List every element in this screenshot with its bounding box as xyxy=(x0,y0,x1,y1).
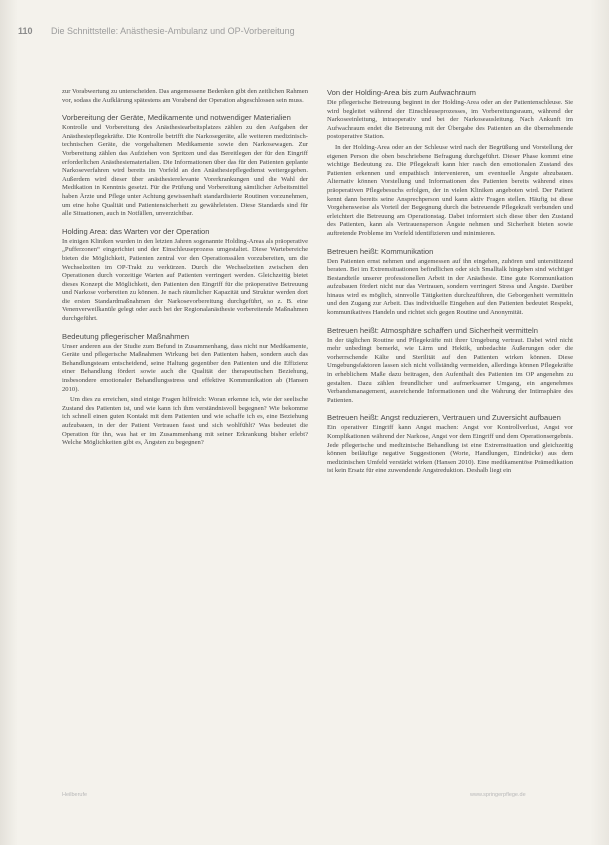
body-paragraph: Um dies zu erreichen, sind einige Fragen hilfreich: Woran erkenne ich, wie der seelische Zustand des Patienten ist, und wie kann ich ihm verständnisvoll begegnen? Wie bekomme ich schnell einen guten Kontakt mit dem Patienten und wie schaffe ich es, eine Beziehung aufzubauen, in der der Patient Vertrauen fasst und sich wohlfühlt? Was bedeutet die Operation für ihn, was hat er im Zusammenhang mit seiner Erkrankung bisher erlebt? Welche Möglichkeiten gibt es, Ängsten zu begegnen? xyxy=(62,396,308,447)
section-heading: Vorbereitung der Geräte, Medikamente und notwendiger Materialien xyxy=(62,113,291,123)
section-heading: Betreuen heißt: Atmosphäre schaffen und Sicherheit vermitteln xyxy=(327,325,538,335)
body-paragraph: Unser anderen aus der Studie zum Befund in Zusammenhang, dass nicht nur Medikamente, Geräte und pflegerische Maßnahmen Wirkung bei den Patienten haben, sondern auch das Behandlungsteam entscheidend, seine Haltung gegenüber den Patienten und die Effizienz einer Behandlung fördert sowie auch die Qualität der therapeutischen Beziehung, insbesondere emotionaler Behandlungsstress und effektive Kommunikation ab (Hansen 2010). xyxy=(62,342,308,393)
section-heading: Holding Area: das Warten vor der Operation xyxy=(62,226,210,236)
intro-paragraph: zur Vorabwertung zu unterscheiden. Das angemessene Bedenken gibt den zeitlichen Rahmen vor, sodass die Aufklärung spätestens am Vorabend der Operation abgeschlossen sein muss. xyxy=(62,88,308,104)
running-header xyxy=(18,26,578,36)
body-paragraph: Ein operativer Eingriff kann Angst machen: Angst vor Kontrollverlust, Angst vor Komplikationen während der Narkose, Angst vor dem Eingriff und dem Operationsergebnis. Jede pflegerische und medizinische Behandlung ist eine Extremsituation und gleichzeitig können beiläufige negative Suggestionen (Worte, Handlungen, Eindrücke) aus dem medizinischen Umfeld verstärkt wirken (Hansen 2010). Eine medikamentöse Prämedikation ist kein Ersatz für eine zuwendende Angstreduktion. Deshalb liegt ein xyxy=(327,424,573,475)
body-paragraph: Den Patienten ernst nehmen und angemessen auf ihn eingehen, zuhören und unterstützend beraten. Bei im Extremsituationen befindlichen oder sich Smalltalk hingeben sind wichtiger Bestandteile unserer professionellen Arbeit in der Anästhesie. Eine gute Kommunikation aufzubauen fördert nicht nur das Vertrauen, sondern verringert Stress und Ängste. Darüber hinaus wird es möglich, sinnvolle Tätigkeiten durchzuführen, die Geborgenheit vermitteln und den Zugang zur Arbeit. Das individuelle Eingehen auf den Patienten bedeutet Respekt, kommunikatives Handeln und richtet sich gegen Routine und Anonymität. xyxy=(327,257,573,317)
section-heading: Von der Holding-Area bis zum Aufwachraum xyxy=(327,88,476,97)
right-column xyxy=(327,88,573,478)
section-heading: Betreuen heißt: Kommunikation xyxy=(327,246,434,256)
footer-url: www.springerpflege.de xyxy=(470,792,526,798)
body-paragraph: In der Holding-Area oder an der Schleuse wird nach der Begrüßung und Vorstellung der eigenen Person die oben beschriebene Befragung durchgeführt. Dieser Phase kommt eine wichtige Bedeutung zu. Die Pflegekraft kann hier rasch den emotionalen Zustand des Patienten erkennen und empathisch intervenieren, um eventuelle Ängste abzubauen. Alternativ können Vorstellung und Informationen des Patienten bereits während eines präoperativen Pflegebesuchs erfolgen, der in vielen Kliniken angeboten wird. Der Patient kennt dann bereits seine Ansprechperson und kann aktiv Fragen stellen. Häufig ist diese Vorgehensweise als Vorteil der Begegnung durch die betreuende Pflegekraft verbunden und erleichtert die Betreuung am Operationstag. Dabei informiert sich diese über den Zustand des Patienten, kann als Vertrauensperson Ängste nehmen und Sicherheit bieten sowie auftretende Probleme im Vorfeld identifizieren und minimieren. xyxy=(327,143,573,237)
left-column xyxy=(62,88,308,450)
body-paragraph: In der täglichen Routine und Pflegekräfte mit ihrer Umgebung vertraut. Dabei wird nicht mehr unbedingt bemerkt, wie Lärm und Hektik, unbedachte Äußerungen oder die vorherrschende Kälte und Sterilität auf den Patienten wirken können. Diese Umgebungsfaktoren lassen sich nicht vollständig vermeiden, allerdings können Pflegekräfte in erheblichem Maße dazu beitragen, den Aufenthalt des Patienten im OP angenehm zu gestalten. Dazu zählen freundlicher und aufmerksamer Umgang, ein angenehmes Verbandsmanagement, ausreichende Informationen und die Wahrung der Intimsphäre des Patienten. xyxy=(327,336,573,404)
section-heading: Bedeutung pflegerischer Maßnahmen xyxy=(62,331,190,341)
page-number: 110 xyxy=(18,26,33,36)
body-paragraph: Die pflegerische Betreuung beginnt in der Holding-Area oder an der Patientenschleuse. Sie wird begleitet während der Einschleuseprozesses, im Vorbereitungsraum, während der Narkoseeinleitung, intraoperativ und bei der Narkoseausleitung. Nach Ankunft im Aufwachraum endet die Betreuung mit der Übergabe des Patienten an die übernehmende postoperative Station. xyxy=(327,99,573,141)
body-paragraph: In einigen Kliniken wurden in den letzten Jahren sogenannte Holding-Areas als präoperative „Pufferzonen“ eingerichtet und der Einschleuseprozess umgestaltet. Diese Wartebereiche bieten die Möglichkeit, Patienten zentral vor den Operationssälen vorzubereiten, um die Wechselzeiten im OP-Trakt zu verkürzen. Durch die Wechselzeiten zwischen den Operationen durch vorzeitige Warten auf Patienten verringert werden. Gleichzeitig bietet dieses Konzept die Möglichkeit, den Patienten den Eingriff für die präoperative Betreuung und Narkose vorbereiten zu können. Je nach räumlicher Kapazität und Struktur werden dort die ersten Standardmaßnahmen der Narkosevorbereitung durchgeführt, so z. B. eine Venenverweilkanüle gelegt oder auch bei der Regionalanästhesie vorbereitende Maßnahmen durchgeführt. xyxy=(62,237,308,323)
running-title: Die Schnittstelle: Anästhesie-Ambulanz und OP-Vorbereitung xyxy=(51,26,295,36)
body-paragraph: Kontrolle und Vorbereitung des Anästhesiearbeitsplatzes zählen zu den Aufgaben der Anästhesiepflegekräfte. Die Kontrolle betrifft die Narkosegeräte, alle weiteren medizinisch-technischen Geräte, die vorgehaltenen Medikamente sowie den Narkosewagen. Zur Vorbereitung zählen das Aufziehen von Spritzen und das Bereitlegen der für den Eingriff erforderlichen Anästhesiematerialien. Die Informationen über das für den Patienten geplante Narkoseverfahren wird bereits im Vorfeld an den Anästhesiepflegedienst weitergegeben. Außerdem wird dieser über anästhesierelevante Vorerkrankungen und die Wahl der Medikation in Kenntnis gesetzt. Für die Prüfung und Vorbereitung sämtlicher Arbeitsmittel haben Ärzte und Pflege unter Achtung gewissenhaft standardisierte Routinen vorzunehmen, um eine hohe Qualität und Patientensicherheit zu gewährleisten. Diese Standards sind für alle Situationen, auch in Notfällen, unverzichtbar. xyxy=(62,124,308,218)
section-heading: Betreuen heißt: Angst reduzieren, Vertrauen und Zuversicht aufbauen xyxy=(327,413,561,423)
footer-journal: Heilberufe xyxy=(62,792,88,798)
